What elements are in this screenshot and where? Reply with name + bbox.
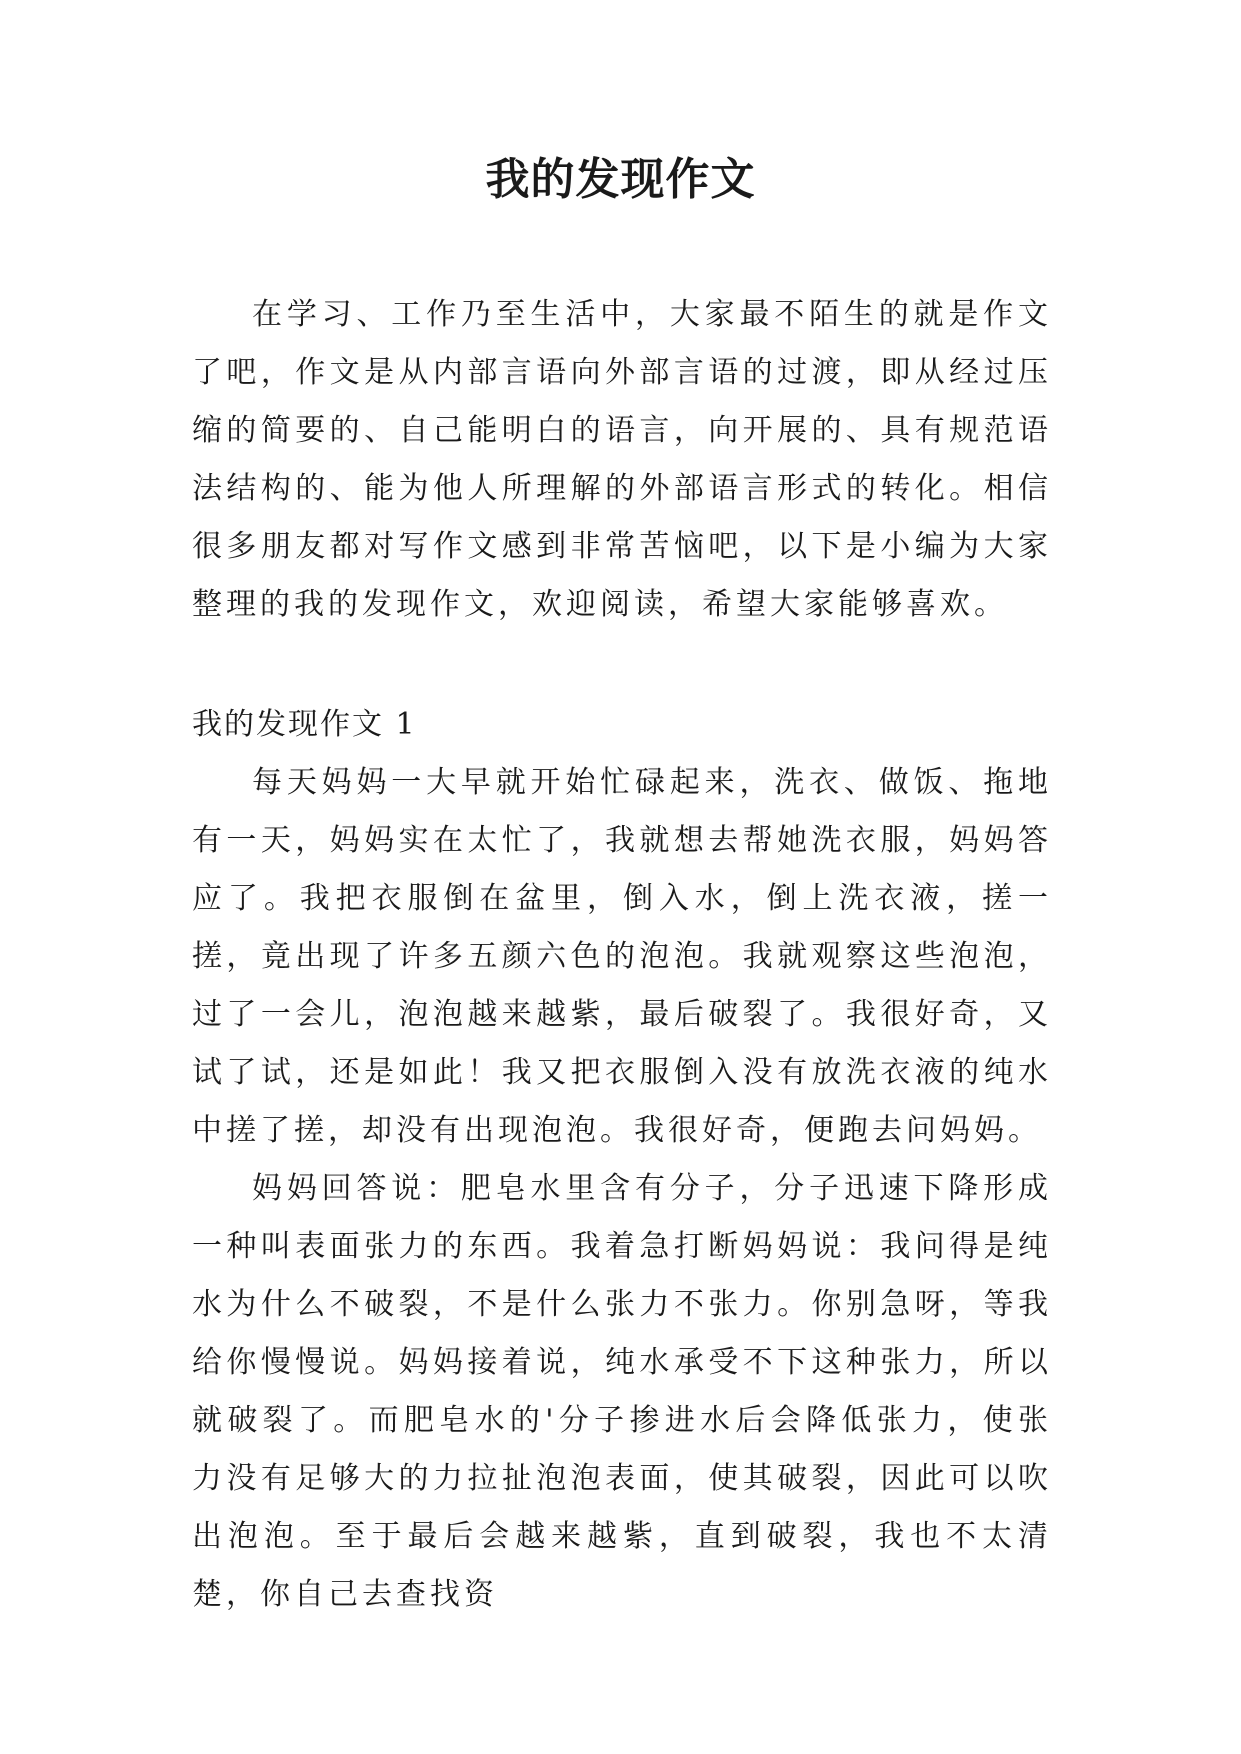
essay-paragraph-2: 妈妈回答说：肥皂水里含有分子，分子迅速下降形成一种叫表面张力的东西。我着急打断妈妈说：我问得是纯水为什么不破裂，不是什么张力不张力。你别急呀，等我给你慢慢说。妈妈接着说，纯水承受不下这种张力，所以就破裂了。而肥皂水的'分子掺进水后会降低张力，使张力没有足够大的力拉扯泡泡表面，使其破裂，因此可以吹出泡泡。至于最后会越来越紫，直到破裂，我也不太清楚，你自己去查找资 — [192, 1171, 1052, 1612]
essay-paragraph-1: 每天妈妈一大早就开始忙碌起来，洗衣、做饭、拖地有一天，妈妈实在太忙了，我就想去帮她洗衣服，妈妈答应了。我把衣服倒在盆里，倒入水，倒上洗衣液，搓一搓，竟出现了许多五颜六色的泡泡。我就观察这些泡泡，过了一会儿，泡泡越来越紫，最后破裂了。我很好奇，又试了试，还是如此！我又把衣服倒入没有放洗衣液的纯水中搓了搓，却没有出现泡泡。我很好奇，便跑去问妈妈。 — [192, 765, 1052, 1148]
document-title: 我的发现作文 — [485, 154, 756, 205]
intro-paragraph: 在学习、工作乃至生活中，大家最不陌生的就是作文了吧，作文是从内部言语向外部言语的过渡，即从经过压缩的简要的、自己能明白的语言，向开展的、具有规范语法结构的、能为他人所理解的外部语言形式的转化。相信很多朋友都对写作文感到非常苦恼吧，以下是小编为大家整理的我的发现作文，欢迎阅读，希望大家能够喜欢。 — [192, 297, 1052, 622]
section-heading: 我的发现作文 1 — [192, 707, 417, 742]
intro-block — [192, 286, 1052, 634]
essay-block — [192, 754, 1052, 1624]
